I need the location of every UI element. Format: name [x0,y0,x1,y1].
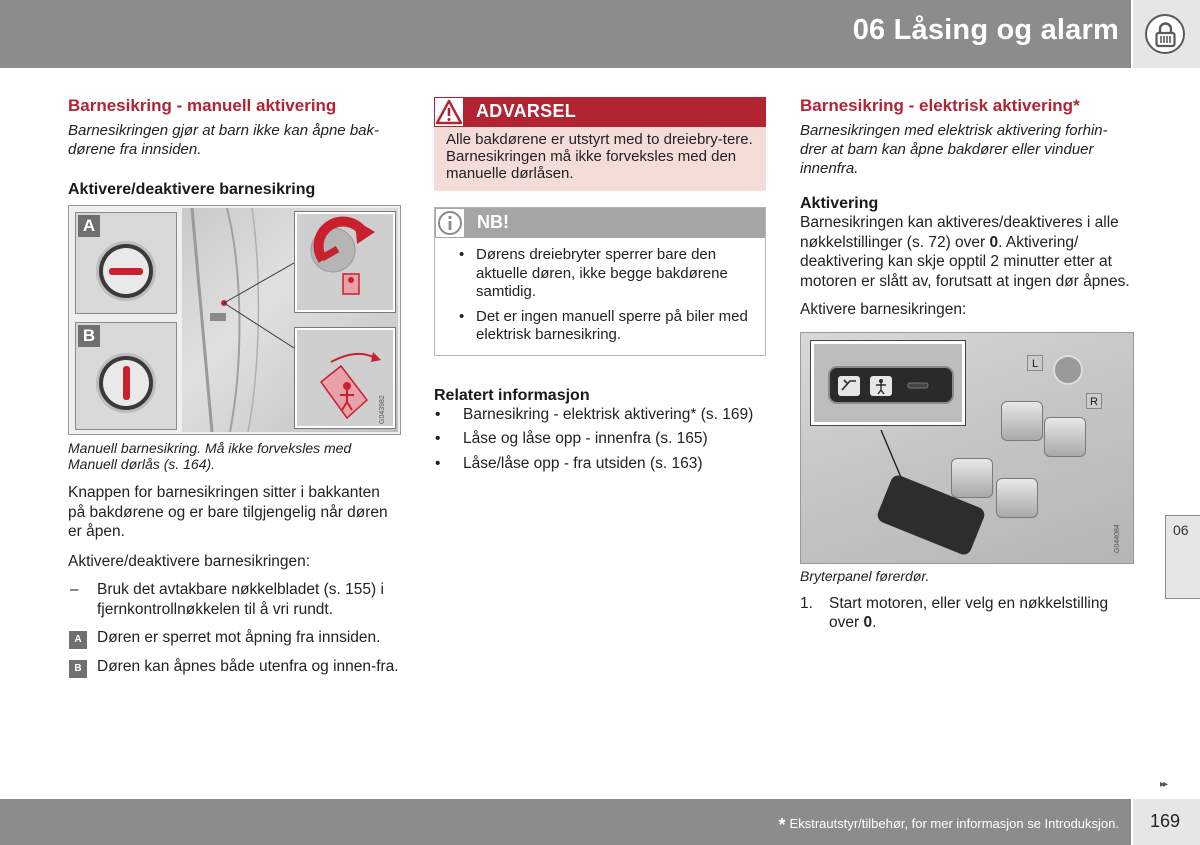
page-number-box [1133,799,1200,845]
chapter-side-tab-label: 06 [1173,522,1189,538]
panel-label-a: A [78,215,100,237]
lock-knob-b [96,353,156,413]
info-icon [435,208,465,238]
window-switch-2 [1044,417,1086,457]
section-heading-manual: Barnesikring - manuell aktivering [68,96,337,115]
panel-a [75,212,177,314]
page-footer [0,799,1131,845]
list-item: 1. Start motoren, eller velg en nøkkelstilling over 0. [800,594,1109,631]
door-illustration [182,208,398,432]
figure-caption-manual: Manuell barnesikring. Må ikke forveksles med Manuell dørlås (s. 164). [68,440,352,472]
subheading-activate: Aktivere/deaktivere barnesikring [68,181,316,198]
vertical-slot-icon [123,366,130,400]
paragraph-button-location: Knappen for barnesikringen sitter i bakkanten på bakdørene og er bare tilgjengelig når døren er åpen. [68,484,388,540]
footer-note: * Ekstrautstyr/tilbehør, for mer informasjon se Introduksjon. [778,815,1119,835]
item-a-text: Døren er sperret mot åpning fra innsiden. [97,629,381,646]
horizontal-slot-icon [109,268,143,275]
list-item: • Det er ingen manuell sperre på biler med elektrisk barnesikring. [459,307,748,343]
figure-code: G043982 [379,395,386,424]
note-bullet-1: Dørens dreiebryter sperrer bare den aktuelle døren, ikke begge bakdørene samtidig. [476,246,728,300]
related-link-1[interactable]: • Barnesikring - elektrisk aktivering* (s. 169) [435,405,754,423]
warning-header [434,97,766,127]
badge-b: B [69,660,87,678]
badge-a: A [69,631,87,649]
middle-column [434,97,766,473]
related-heading: Relatert informasjon [434,386,590,404]
panel-b [75,322,177,430]
dash-mark: – [70,581,79,598]
window-switch-1 [1001,401,1043,441]
related-link-3[interactable]: • Låse/låse opp - fra utsiden (s. 163) [435,454,703,472]
related-link-3-text[interactable]: Låse/låse opp - fra utsiden (s. 163) [463,454,703,472]
warning-box [434,97,766,191]
page-header [0,0,1131,68]
step-number: 1. [800,594,813,612]
section-intro-electric: Barnesikringen med elektrisk aktivering forhin-drer at barn kan åpne bakdører eller vinduer innenfra. [800,122,1108,177]
section-heading-electric: Barnesikring - elektrisk aktivering* [800,96,1080,115]
list-item [68,580,401,619]
related-link-2-text[interactable]: Låse og låse opp - innenfra (s. 165) [463,430,708,447]
paragraph-activate-instruction: Aktivere/deaktivere barnesikringen: [68,552,311,570]
lock-knob-a [96,241,156,301]
note-title: NB! [477,212,509,232]
figure-caption-electric: Bryterpanel førerdør. [800,567,930,584]
continue-arrows-icon: ▸▸ [1160,779,1167,790]
chapter-title: 06 Låsing og alarm [852,14,1119,46]
rotate-arrow-inset [295,212,395,312]
related-link-1-text[interactable]: Barnesikring - elektrisk aktivering* (s. 169) [463,405,754,423]
note-header [435,208,765,238]
subheading-activation: Aktivering [800,195,879,212]
driver-door-switch-panel-figure [800,332,1134,564]
list-item: • Dørens dreiebryter sperrer bare den aktuelle døren, ikke begge bakdørene samtidig. [459,246,728,300]
mirror-r-button: R [1086,393,1102,409]
note-bullet-2: Det er ingen manuell sperre på biler med elektrisk barnesikring. [476,307,748,343]
step-text: Start motoren, eller velg en nøkkelstilling over [829,594,1109,631]
warning-title: ADVARSEL [476,101,577,121]
related-link-2[interactable]: • Låse og låse opp - innenfra (s. 165) [435,430,708,447]
window-switch-3 [951,458,993,498]
figure-code-2: G044084 [1114,523,1121,553]
chapter-icon-box [1133,0,1200,68]
mirror-knob [1053,355,1083,385]
chapter-side-tab[interactable] [1165,515,1200,599]
lock-icon [1145,14,1185,54]
list-item [68,657,401,677]
note-body [435,238,765,355]
panel-label-b: B [78,325,100,347]
dash-item-text: Bruk det avtakbare nøkkelbladet (s. 155) i fjernkontrollnøkkelen til å vri rundt. [97,581,384,618]
page-number: 169 [1150,811,1181,831]
window-switch-4 [996,478,1038,518]
mirror-l-button: L [1027,355,1043,371]
paragraph-activate-electric: Aktivere barnesikringen: [800,301,967,318]
list-item [68,628,401,648]
manual-child-lock-figure [68,205,401,435]
paragraph-activation: Barnesikringen kan aktiveres/deaktiveres i alle nøkkelstillinger (s. 72) over 0. Aktivering/ deaktivering kan skje opptil 2 minutter etter at motoren er slått av, forutsatt at ingen dør åpnes. [800,214,1130,290]
warning-triangle-icon [434,97,464,127]
right-column [800,90,1134,633]
warning-text: Alle bakdørene er utstyrt med to dreiebry-tere. Barnesikringen må ikke forveksles med den manuelle dørlåsen. [434,127,766,191]
item-b-text: Døren kan åpnes både utenfra og innen-fra. [97,657,399,675]
section-intro: Barnesikringen gjør at barn ikke kan åpne bak-dørene fra innsiden. [68,122,380,158]
note-box [434,207,766,356]
left-column [68,90,401,676]
